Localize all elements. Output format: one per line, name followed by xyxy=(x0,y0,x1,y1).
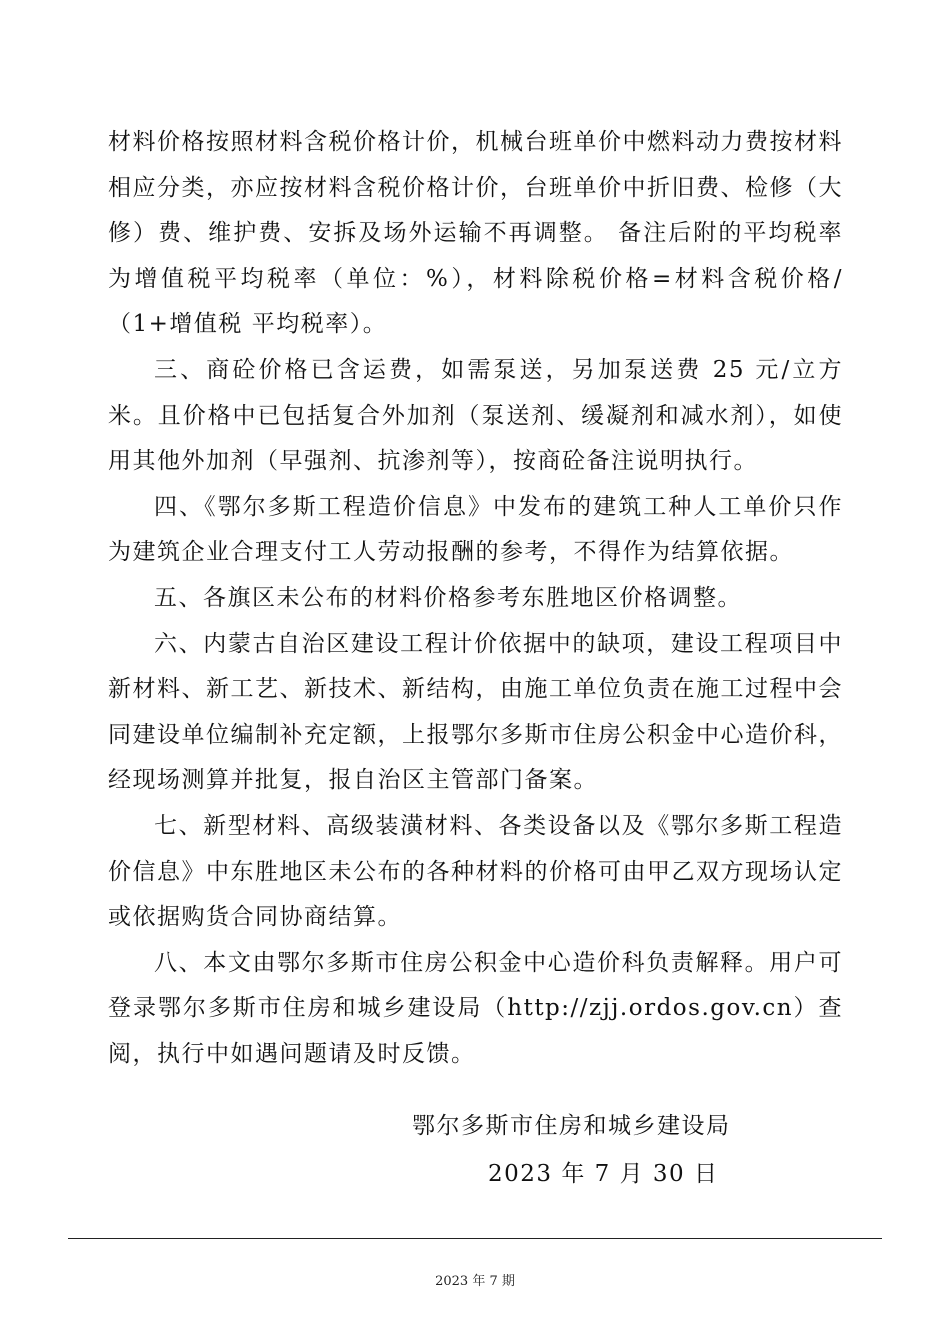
footer-divider xyxy=(68,1238,882,1239)
paragraph-4-labor: 四、《鄂尔多斯工程造价信息》中发布的建筑工种人工单价只作为建筑企业合理支付工人劳动报酬的参考，不得作为结算依据。 xyxy=(108,493,843,566)
issuer-signature: 鄂尔多斯市住房和城乡建设局 xyxy=(412,1113,731,1139)
paragraph-5-districts: 五、各旗区未公布的材料价格参考东胜地区价格调整。 xyxy=(154,584,742,611)
document-body xyxy=(108,120,843,1077)
paragraph-6-missing-items: 六、内蒙古自治区建设工程计价依据中的缺项，建设工程项目中新材料、新工艺、新技术、新结构，由施工单位负责在施工过程中会同建设单位编制补充定额，上报鄂尔多斯市住房公积金中心造价科，经现场测算并批复，报自治区主管部门备案。 xyxy=(108,630,843,794)
paragraph-3-concrete: 三、商砼价格已含运费，如需泵送，另加泵送费 25 元/立方米。且价格中已包括复合外加剂（泵送剂、缓凝剂和减水剂），如使用其他外加剂（早强剂、抗渗剂等），按商砼备注说明执行。 xyxy=(108,356,843,475)
paragraph-tax-pricing: 材料价格按照材料含税价格计价，机械台班单价中燃料动力费按材料相应分类，亦应按材料含税价格计价，台班单价中折旧费、检修（大修）费、维护费、安拆及场外运输不再调整。 备注后附的平均税率为增值税平均税率（单位：%），材料除税价格=材料含税价格/（1+增值税 平均税率）。 xyxy=(108,129,843,338)
paragraph-8-interpretation: 八、本文由鄂尔多斯市住房公积金中心造价科负责解释。用户可登录鄂尔多斯市住房和城乡建设局（http://zjj.ordos.gov.cn）查阅，执行中如遇问题请及时反馈。 xyxy=(108,949,843,1067)
paragraph-7-new-materials: 七、新型材料、高级装潢材料、各类设备以及《鄂尔多斯工程造价信息》中东胜地区未公布的各种材料的价格可由甲乙双方现场认定或依据购货合同协商结算。 xyxy=(108,812,843,931)
issue-date: 2023 年 7 月 30 日 xyxy=(488,1161,719,1187)
footer-issue-label: 2023 年 7 期 xyxy=(435,1274,515,1289)
